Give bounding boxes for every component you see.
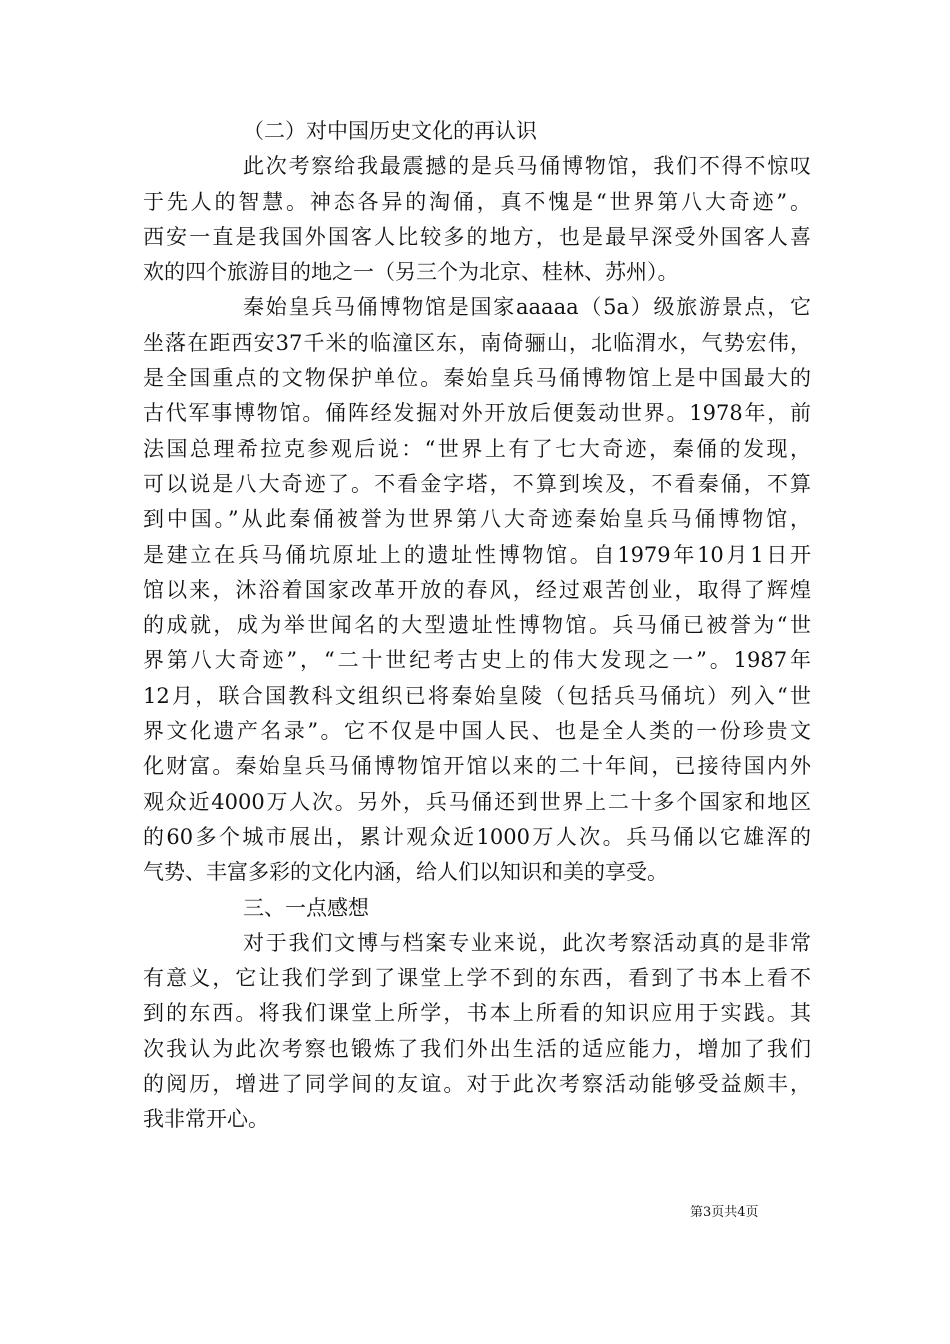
text-line: 的60多个城市展出，累计观众近1000万人次。兵马俑以它雄浑的 bbox=[143, 824, 811, 849]
text-line: 化财富。秦始皇兵马俑博物馆开馆以来的二十年间，已接待国内外 bbox=[143, 754, 811, 779]
text-line: 是全国重点的文物保护单位。秦始皇兵马俑博物馆上是中国最大的 bbox=[143, 366, 811, 391]
page-footer: 第3页共4页 bbox=[690, 1205, 759, 1220]
text-line: 于先人的智慧。神态各异的淘俑，真不愧是“世界第八大奇迹”。 bbox=[143, 189, 811, 214]
text-line: 三、一点感想 bbox=[243, 895, 369, 920]
text-line: 界第八大奇迹”，“二十世纪考古史上的伟大发现之一”。1987年 bbox=[143, 648, 811, 673]
text-line: 次我认为此次考察也锻炼了我们外出生活的适应能力，增加了我们 bbox=[143, 1036, 811, 1061]
text-line: （二）对中国历史文化的再认识 bbox=[243, 119, 537, 143]
text-line: 是建立在兵马俑坑原址上的遗址性博物馆。自1979年10月1日开 bbox=[143, 542, 811, 567]
text-line: 观众近4000万人次。另外，兵马俑还到世界上二十多个国家和地区 bbox=[143, 789, 811, 814]
text-line: 的阅历，增进了同学间的友谊。对于此次考察活动能够受益颇丰， bbox=[143, 1072, 811, 1097]
text-line: 此次考察给我最震撼的是兵马俑博物馆，我们不得不惊叹 bbox=[243, 154, 811, 179]
text-line: 到的东西。将我们课堂上所学，书本上所看的知识应用于实践。其 bbox=[143, 1001, 811, 1026]
text-line: 欢的四个旅游目的地之一（另三个为北京、桂林、苏州）。 bbox=[143, 260, 679, 285]
text-line: 到中国。”从此秦俑被誉为世界第八大奇迹秦始皇兵马俑博物馆， bbox=[143, 507, 811, 532]
text-line: 对于我们文博与档案专业来说，此次考察活动真的是非常 bbox=[243, 930, 811, 955]
text-line: 我非常开心。 bbox=[143, 1107, 269, 1132]
text-line: 馆以来，沐浴着国家改革开放的春风，经过艰苦创业，取得了辉煌 bbox=[143, 577, 811, 602]
text-line: 有意义，它让我们学到了课堂上学不到的东西，看到了书本上看不 bbox=[143, 966, 811, 991]
text-line: 的成就，成为举世闻名的大型遗址性博物馆。兵马俑已被誉为“世 bbox=[143, 613, 811, 638]
text-line: 气势、丰富多彩的文化内涵，给人们以知识和美的享受。 bbox=[143, 860, 668, 885]
text-line: 法国总理希拉克参观后说：“世界上有了七大奇迹，秦俑的发现， bbox=[143, 436, 811, 461]
text-line: 12月，联合国教科文组织已将秦始皇陵（包括兵马俑坑）列入“世 bbox=[143, 683, 811, 708]
text-line: 界文化遗产名录”。它不仅是中国人民、也是全人类的一份珍贵文 bbox=[143, 719, 811, 744]
text-line: 秦始皇兵马俑博物馆是国家aaaaa（5a）级旅游景点，它 bbox=[243, 295, 811, 320]
document-body bbox=[143, 114, 811, 1138]
text-line: 坐落在距西安37千米的临潼区东，南倚骊山，北临渭水，气势宏伟， bbox=[143, 330, 811, 355]
text-line: 西安一直是我国外国客人比较多的地方，也是最早深受外国客人喜 bbox=[143, 224, 811, 249]
text-line: 可以说是八大奇迹了。不看金字塔，不算到埃及，不看秦俑，不算 bbox=[143, 471, 811, 496]
text-line: 古代军事博物馆。俑阵经发掘对外开放后便轰动世界。1978年，前 bbox=[143, 401, 811, 426]
